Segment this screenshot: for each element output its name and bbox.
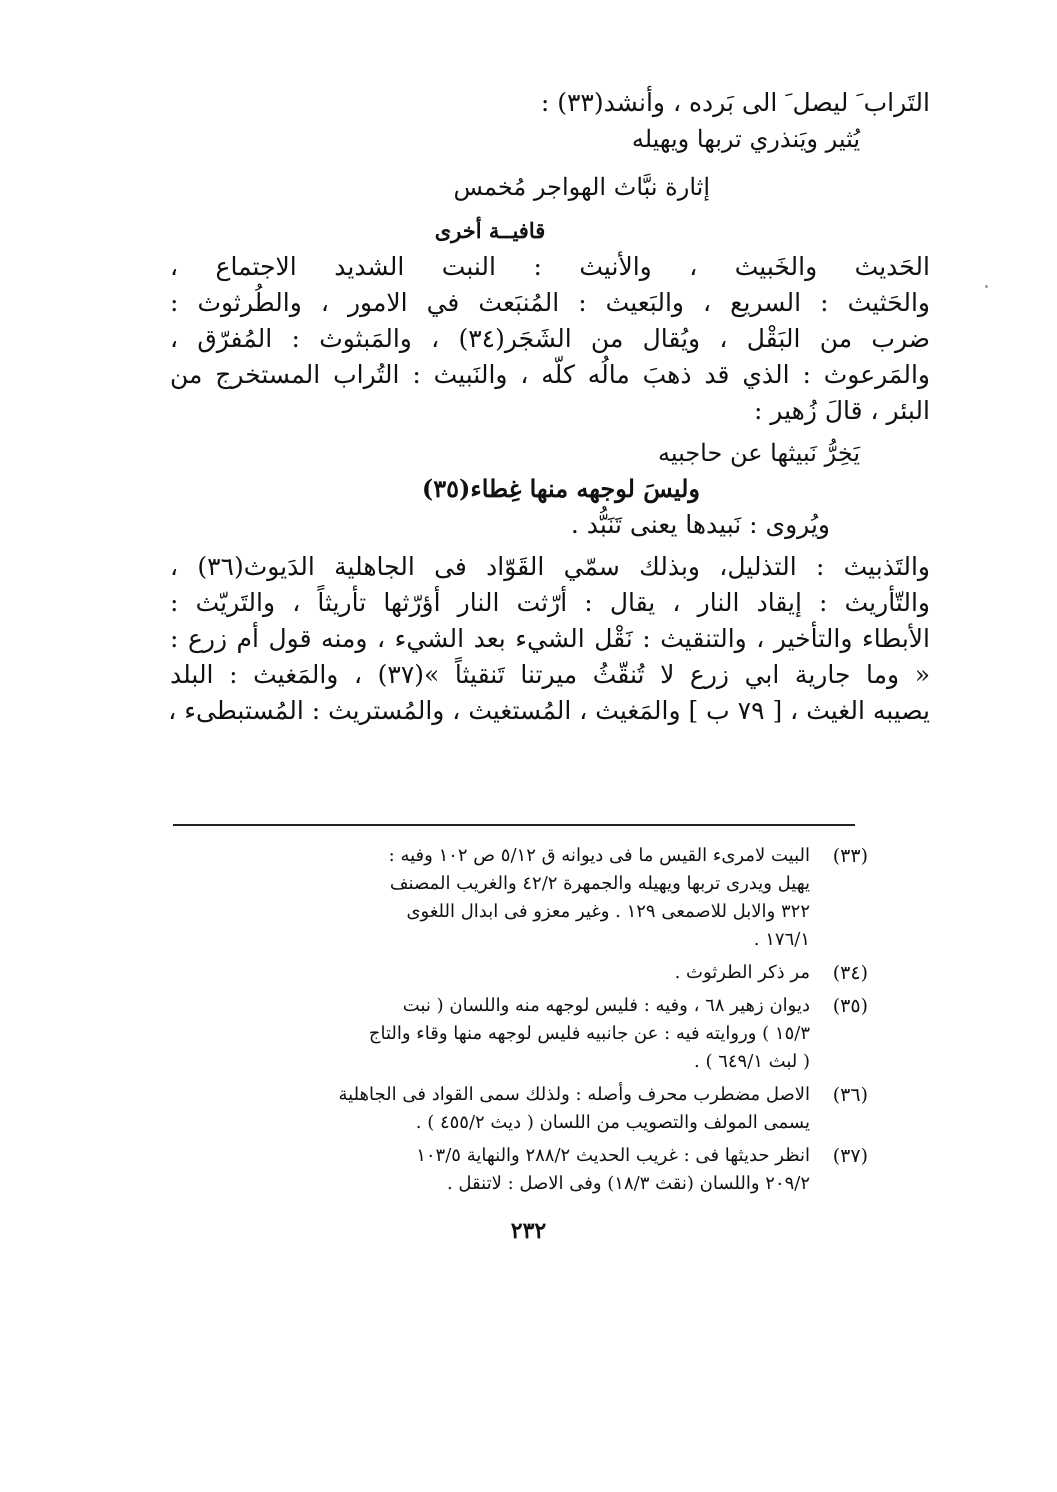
text-line: يصيبه الغيث ، [ ٧٩ ب ] والمَغيث ، المُستغيث ، والمُستريث : المُستبطىء ، [168,696,930,725]
text-line: الحَديث والخَبيث ، والأنيث : النبت الشديد الاجتماع ، [170,252,930,281]
verse-line: يَخِرُّ نَبيثها عن حاجبيه [657,439,860,467]
footnote [200,1081,868,1137]
footnote-number: (٣٧) [832,1145,868,1167]
main-text [170,85,930,729]
text-line: الأبطاء والتأخير ، والتنقيث : نَقْل الشيء بعد الشيء ، ومنه قول أم زرع : [170,624,930,653]
text-line: البئر ، قالَ زُهير : [753,396,930,425]
footnote-line: ٣٢٢ والابل للاصمعى ١٢٩ . وغير معزو فى ابدال اللغوى [406,901,810,922]
verse-line: وليسَ لوجهه منها غِطاء(٣٥) [421,474,700,503]
text-line: والمَرعوث : الذي قد ذهبَ مالُه كلّه ، والنَبيث : التُراب المستخرج من [170,360,930,389]
text-line: ضرب من البَقْل ، ويُقال من الشَجَر(٣٤) ، والمَبثوث : المُفرّق ، [170,324,930,353]
scan-speck [985,285,988,288]
footnote-line: ( لبث ٦٤٩/١ ) . [694,1051,810,1072]
footnote-line: يهيل ويدرى تربها ويهيله والجمهرة ٤٢/٢ والغريب المصنف [389,873,810,894]
footnote-line: الاصل مضطرب محرف وأصله : ولذلك سمى القواد فى الجاهلية [338,1084,810,1105]
footnote-line: البيت لامرىء القيس ما فى ديوانه ق ٥/١٢ ص ١٠٢ وفيه : [388,845,810,866]
footnote-line: ١٥/٣ ) وروايته فيه : عن جانبيه فليس لوجهه منها وقاء والتاج [368,1023,810,1044]
footnote-text [200,1142,810,1198]
section-heading: قافيــة أخرى [434,218,546,243]
footnote-line: ديوان زهير ٦٨ ، وفيه : فليس لوجهه منه واللسان ( نبت [402,995,810,1016]
text-line: « وما جارية ابي زرع لا تُنقّثُ ميرتنا تَنقيثاً »(٣٧) ، والمَغيث : البلد [170,660,931,689]
footnote-number: (٣٦) [832,1084,868,1106]
verse-line: إثارة نبَّاث الهواجر مُخمس [453,173,710,201]
footnote-line: مر ذكر الطرثوث . [674,962,810,983]
footnote-number: (٣٣) [832,845,868,867]
footnote [200,1142,868,1198]
text-line: والتّأريث : إيقاد النار ، يقال : أرّثت النار أؤرّثها تأريثاً ، والتَريّث : [170,588,930,617]
footnote [200,959,868,987]
footnote [200,992,868,1076]
verse-line: يُثير ويَنذري تربها ويهيله [631,125,860,153]
footnote-number: (٣٥) [832,995,868,1017]
footnote-text [200,992,810,1076]
text-line: والحَثيث : السريع ، والبَعيث : المُنبَعث في الامور ، والطُرثوث : [170,288,930,317]
footnote-line: يسمى المولف والتصويب من اللسان ( ديث ٤٥٥/٢ ) . [415,1112,810,1133]
text-line: ويُروى : نَبيدها يعنى تَنَبُّد . [570,510,830,539]
footnote-text [200,842,810,954]
footnotes [200,842,868,1203]
footnote-divider [173,824,855,826]
footnote-number: (٣٤) [832,962,868,984]
footnote-text [200,1081,810,1137]
footnote-line: انظر حديثها فى : غريب الحديث ٢٨٨/٢ والنهاية ١٠٣/٥ [416,1145,810,1166]
page-number: ٢٣٢ [510,1218,547,1244]
footnote [200,842,868,954]
footnote-text [200,959,810,987]
footnote-line: ١٧٦/١ . [753,929,810,950]
footnote-line: ٢٠٩/٢ واللسان (نقث ١٨/٣) وفى الاصل : لاتنقل . [446,1173,810,1194]
text-line: والتَذبيث : التذليل، وبذلك سمّي القَوّاد فى الجاهلية الدَيوث(٣٦) ، [170,552,930,581]
text-line: التَراب َ ليصل َ الى بَرده ، وأنشد(٣٣) : [540,88,930,117]
